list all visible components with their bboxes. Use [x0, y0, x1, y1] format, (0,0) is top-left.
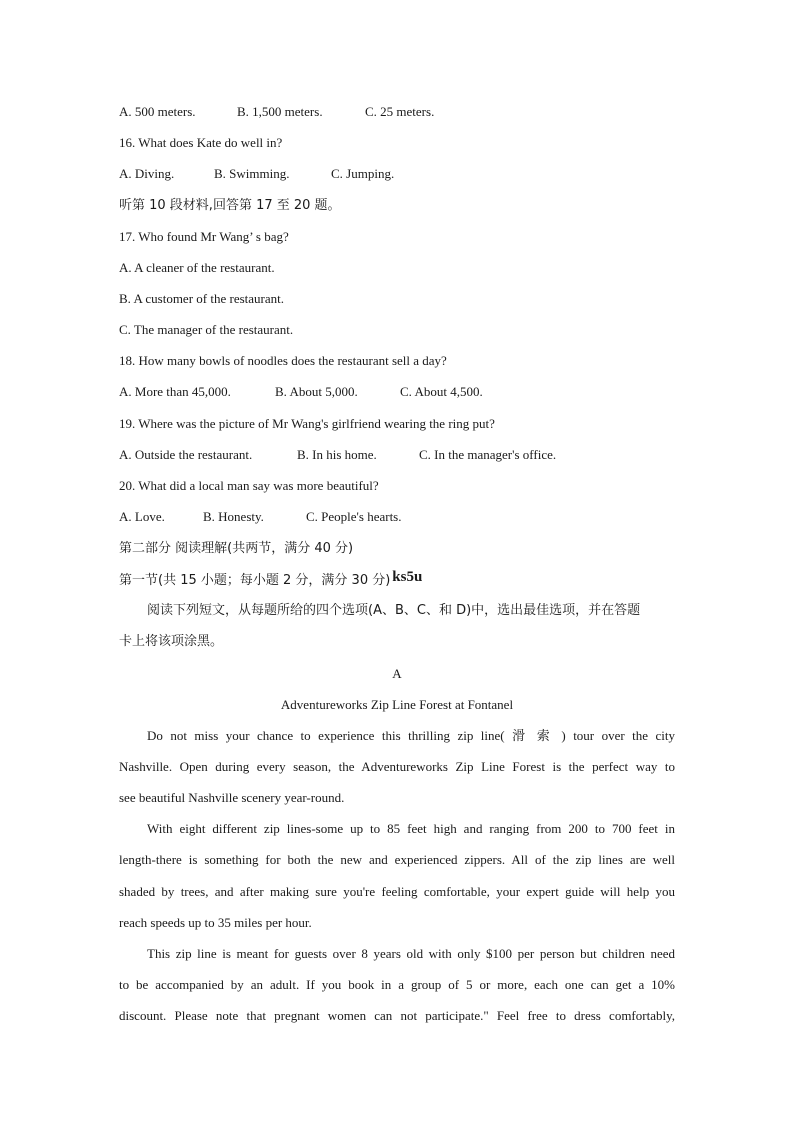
- q15-options: [119, 104, 434, 120]
- instruction-line-2: 卡上将该项涂黑。: [119, 634, 224, 649]
- q17-option-c: C. The manager of the restaurant.: [119, 322, 294, 337]
- passage-p1-line2: Nashville. Open during every season, the Adventureworks Zip Line Forest is the perfect way to: [119, 759, 675, 774]
- passage-p3-line1: This zip line is meant for guests over 8 years old with only $100 per person but children need: [147, 946, 675, 961]
- q16-option-b: B. Swimming.: [214, 166, 290, 181]
- q16-option-a: A. Diving.: [119, 166, 175, 181]
- passage-p2-line3: shaded by trees, and after making sure you're feeling comfortable, your expert guide will help you: [119, 884, 675, 899]
- q18-option-b: B. About 5,000.: [275, 384, 358, 399]
- q16-question: 16. What does Kate do well in?: [119, 135, 283, 150]
- instruction-line-1: 阅读下列短文，从每题所给的四个选项(A、B、C、和 D)中，选出最佳选项，并在答题: [147, 603, 641, 618]
- part2-title: 第二部分 阅读理解(共两节，满分 40 分): [119, 541, 354, 556]
- q17-question: 17. Who found Mr Wang’ s bag?: [119, 229, 289, 244]
- q19-option-b: B. In his home.: [297, 447, 377, 462]
- q19-options: [119, 447, 556, 463]
- listening-section-intro: 听第 10 段材料,回答第 17 至 20 题。: [119, 198, 341, 213]
- q15-option-b: B. 1,500 meters.: [237, 104, 323, 119]
- q16-options: [119, 166, 394, 182]
- q17-option-a: A. A cleaner of the restaurant.: [119, 260, 275, 275]
- q20-option-a: A. Love.: [119, 509, 165, 524]
- q18-options: [119, 384, 483, 400]
- passage-p2-line4: reach speeds up to 35 miles per hour.: [119, 915, 312, 930]
- passage-p2-line1: With eight different zip lines-some up to 85 feet high and ranging from 200 to 700 feet in: [147, 821, 675, 836]
- q17-option-b: B. A customer of the restaurant.: [119, 291, 284, 306]
- ks5u-watermark: ks5u: [392, 569, 423, 585]
- part2-section1-heading: [119, 569, 423, 589]
- q15-option-c: C. 25 meters.: [365, 104, 435, 119]
- part2-section1-title: 第一节(共 15 小题；每小题 2 分，满分 30 分): [119, 573, 391, 588]
- q19-option-c: C. In the manager's office.: [419, 447, 557, 462]
- q20-option-b: B. Honesty.: [203, 509, 264, 524]
- q18-option-a: A. More than 45,000.: [119, 384, 231, 399]
- q16-option-c: C. Jumping.: [331, 166, 395, 181]
- q20-option-c: C. People's hearts.: [306, 509, 402, 524]
- q20-options: [119, 509, 402, 525]
- q18-question: 18. How many bowls of noodles does the restaurant sell a day?: [119, 353, 447, 368]
- q15-option-a: A. 500 meters.: [119, 104, 196, 119]
- q18-option-c: C. About 4,500.: [400, 384, 483, 399]
- passage-title: Adventureworks Zip Line Forest at Fontanel: [280, 697, 514, 712]
- q19-question: 19. Where was the picture of Mr Wang's girlfriend wearing the ring put?: [119, 416, 495, 431]
- passage-p3-line3: discount. Please note that pregnant women can not participate." Feel free to dress comfortably,: [119, 1008, 675, 1023]
- q20-question: 20. What did a local man say was more beautiful?: [119, 478, 379, 493]
- passage-p2-line2: length-there is something for both the new and experienced zippers. All of the zip lines are well: [119, 852, 675, 867]
- passage-letter: A: [392, 666, 402, 681]
- passage-p1-line1: Do not miss your chance to experience this thrilling zip line( 滑 索 ) tour over the city: [147, 728, 675, 743]
- q19-option-a: A. Outside the restaurant.: [119, 447, 253, 462]
- passage-p3-line2: to be accompanied by an adult. If you book in a group of 5 or more, each one can get a 10%: [119, 977, 675, 992]
- passage-p1-line3: see beautiful Nashville scenery year-round.: [119, 790, 345, 805]
